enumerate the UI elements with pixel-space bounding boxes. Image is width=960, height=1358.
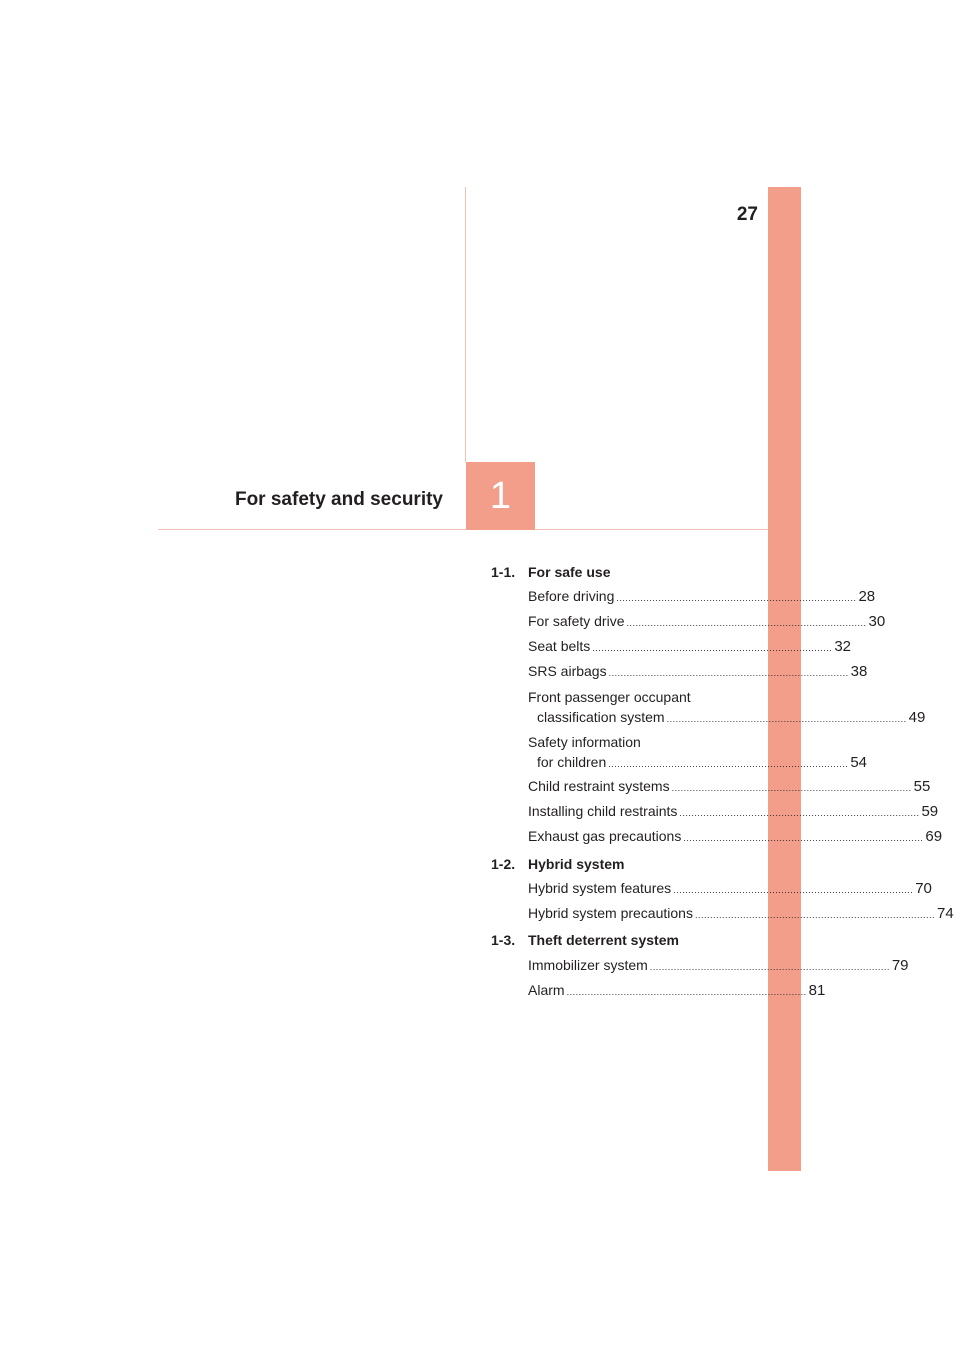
toc-entry-label-continued: for children [537,754,607,770]
toc-entry-page: 79 [891,957,909,974]
chapter-title: For safety and security [234,489,443,510]
dot-leader: ................................................................................ [566,987,807,997]
section-number: 1-1. [491,564,516,580]
section-heading[interactable] [491,564,751,580]
dot-leader: ................................................................................ [616,593,857,603]
section-title: Theft deterrent system [528,932,679,948]
dot-leader: ................................................................................ [649,962,890,972]
toc-entry-label: Front passenger occupant [528,689,691,705]
dot-leader: ................................................................................ [683,833,924,843]
toc-entry[interactable] [528,588,876,605]
dot-leader: ................................................................................ [673,885,914,895]
toc-entry-page: 49 [908,709,926,726]
vertical-divider [465,187,466,462]
toc-entry[interactable] [528,689,926,726]
toc-entry-label: Installing child restraints [528,803,678,819]
chapter-number: 1 [489,474,512,517]
toc-entry[interactable] [528,880,932,897]
toc-entry[interactable] [528,638,851,655]
toc-entry-label: For safety drive [528,613,625,629]
toc-entry-label: Hybrid system features [528,880,672,896]
toc-entry[interactable] [528,905,954,922]
toc-entry-page: 74 [937,905,954,922]
toc-entry-page: 28 [858,588,876,605]
toc-entry[interactable] [528,803,939,820]
toc-entry[interactable] [528,734,867,771]
toc-entry[interactable] [528,778,931,795]
dot-leader: ................................................................................ [608,759,849,769]
dot-leader: ................................................................................ [694,910,935,920]
toc-entry[interactable] [528,982,826,999]
toc-entry-label: SRS airbags [528,663,607,679]
side-chapter-tab [768,187,801,1171]
toc-entry-label: Safety information [528,734,641,750]
horizontal-divider [158,529,768,530]
section-number: 1-3. [491,932,516,948]
section-title: Hybrid system [528,856,625,872]
toc-entry-label: Immobilizer system [528,957,648,973]
toc-entry-label: Child restraint systems [528,778,670,794]
toc-entry-label: Hybrid system precautions [528,905,693,921]
page-number: 27 [736,204,758,225]
toc-entry-label-continued: classification system [537,709,665,725]
toc-entry[interactable] [528,613,886,630]
toc-entry-page: 69 [925,828,943,845]
toc-entry[interactable] [528,957,909,974]
dot-leader: ................................................................................ [626,618,867,628]
toc-entry-page: 81 [808,982,826,999]
toc-entry-label: Seat belts [528,638,591,654]
section-title: For safe use [528,564,611,580]
toc-entry-page: 30 [868,613,886,630]
toc-entry-page: 32 [834,638,851,655]
chapter-number-box [466,462,535,530]
dot-leader: ................................................................................ [592,643,833,653]
dot-leader: ................................................................................ [671,783,912,793]
toc-entry-page: 55 [913,778,931,795]
toc-entry[interactable] [528,663,868,680]
toc-entry-page: 59 [921,803,939,820]
section-heading[interactable] [491,932,751,948]
toc-entry-label: Alarm [528,982,565,998]
toc-entry[interactable] [528,828,943,845]
toc-entry-page: 38 [850,663,868,680]
dot-leader: ................................................................................ [666,714,907,724]
section-number: 1-2. [491,856,516,872]
toc-entry-page: 70 [915,880,932,897]
section-heading[interactable] [491,856,751,872]
toc-entry-label: Exhaust gas precautions [528,828,682,844]
dot-leader: ................................................................................ [679,808,920,818]
toc-entry-page: 54 [850,754,867,771]
toc-entry-label: Before driving [528,588,615,604]
dot-leader: ................................................................................ [608,668,849,678]
